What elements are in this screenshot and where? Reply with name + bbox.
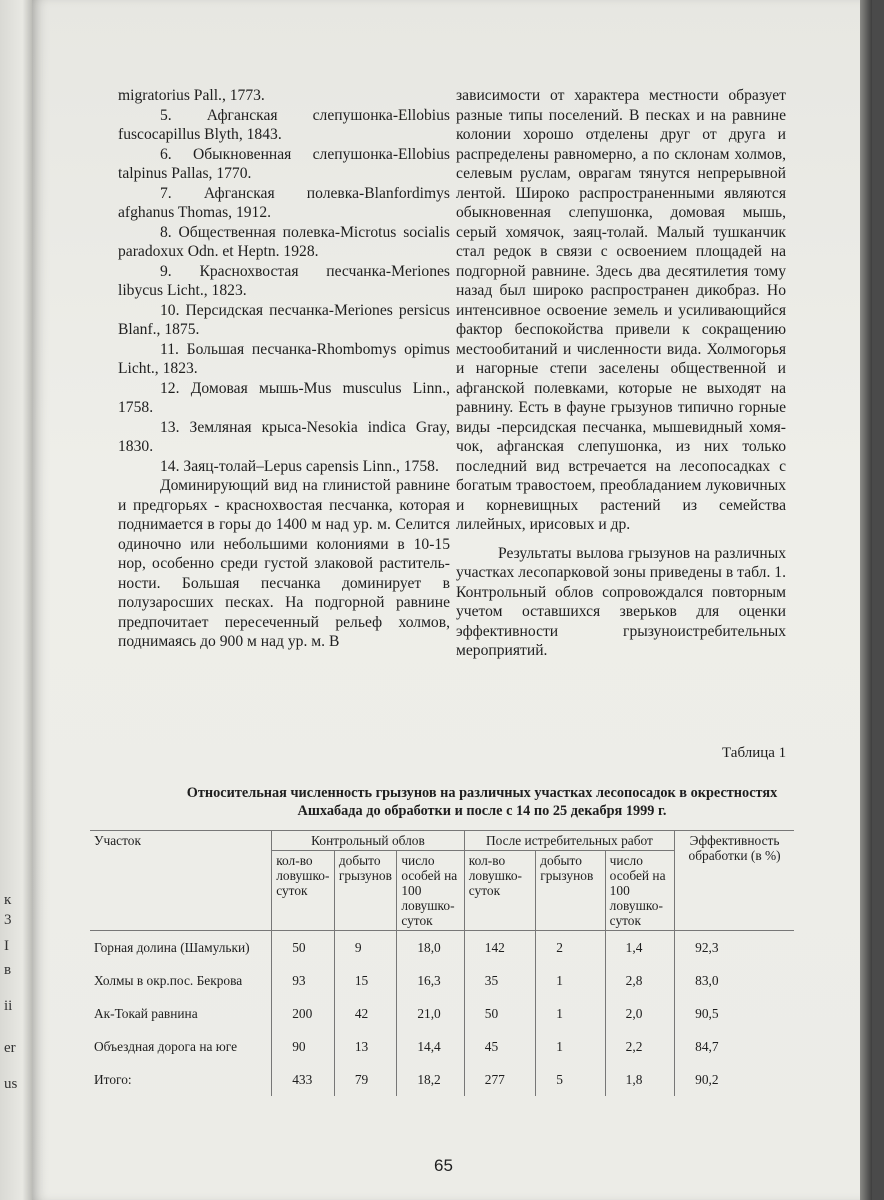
species-list-item: 11. Большая песчанка-Rhombomys opimus Licht., 1823. [118,340,450,377]
cell: 200 [272,997,335,1030]
species-list-item: 8. Общественная полевка-Microtus socialis paradoxux Odn. et Heptn. 1928. [118,223,450,260]
cell-site: Итого: [94,1072,132,1087]
rodent-table [90,830,794,1096]
header-sub: добыто грызунов [536,851,605,931]
cell: 2,2 [605,1030,674,1063]
table-row [90,997,794,1030]
cell: 15 [334,964,396,997]
cell: 90 [272,1030,335,1063]
cell: 13 [334,1030,396,1063]
cell: 90,2 [675,1063,794,1096]
table-number: Таблица 1 [722,745,787,761]
header-after: После истребительных работ [464,831,674,851]
species-list-item: 10. Персидская песчанка-Meriones persicus Blanf., 1875. [118,301,450,338]
header-sub: добыто грызунов [334,851,396,931]
paragraph: Результаты вылова грызунов на различных участках лесопарковой зоны приведены в табл. 1. Контрольный облов сопровождался повторным учетом оставшихся зверьков для оценки эффективности грызуноистребительных мероприятий. [456,544,786,659]
cell: 93 [272,964,335,997]
cell-site: Холмы в окр.пос. Бекрова [94,973,243,988]
cell: 92,3 [675,931,794,965]
header-control: Контрольный облов [272,831,465,851]
table-title: Относительная численность грызунов на различных участках лесопосадок в окрестностях Ашхабада до обработки и после с 14 по 25 декабря 1999 г. [186,785,778,819]
prev-page-fragment: 3 [4,912,12,928]
cell: 9 [334,931,396,965]
species-list-item: 13. Земляная крыса-Nesokia indica Gray, 1830. [118,418,450,455]
header-efficiency: Эффективность обработки (в %) [675,831,794,931]
cell: 1 [536,1030,605,1063]
cell: 83,0 [675,964,794,997]
cell: 2 [536,931,605,965]
cell: 1,4 [605,931,674,965]
page-shadow-edge [860,0,872,1200]
cell: 1 [536,997,605,1030]
species-list-item: 14. Заяц-толай–Lepus capensis Linn., 1758. [160,457,439,475]
cell: 50 [272,931,335,965]
species-list-item: 5. Афганская слепушонка-Ellobius fuscocapillus Blyth, 1843. [118,106,450,143]
cell: 84,7 [675,1030,794,1063]
table-row [90,931,794,965]
cell: 16,3 [397,964,464,997]
page-number: 65 [434,1156,453,1175]
table-row [90,964,794,997]
header-sub: кол-во ловушко-суток [464,851,535,931]
paragraph: migratorius Pall., 1773. [118,87,265,104]
cell: 18,0 [397,931,464,965]
cell: 277 [464,1063,535,1096]
cell: 79 [334,1063,396,1096]
species-list-item: 6. Обыкновенная слепушонка-Ellobius talpinus Pallas, 1770. [118,145,450,182]
cell: 45 [464,1030,535,1063]
table-row [90,1030,794,1063]
cell-site: Горная долина (Шамульки) [90,931,272,965]
cell: 90,5 [675,997,794,1030]
cell-site: Ак-Токай равнина [94,1006,198,1021]
species-list-item: 9. Краснохвостая песчанка-Meriones libycus Licht., 1823. [118,262,450,299]
header-sub: число особей на 100 ловушко-суток [605,851,674,931]
species-list-item: 7. Афганская полевка-Blanfordimys afghanus Thomas, 1912. [118,184,450,221]
cell-site: Объездная дорога на юге [94,1039,238,1054]
cell: 142 [464,931,535,965]
cell: 1,8 [605,1063,674,1096]
book-page [32,0,872,1200]
table-row-total [90,1063,794,1096]
paragraph: Доминирующий вид на глинистой равнине и предгорьях - краснохвостая песчанка, которая поднимается в горы до 1400 м над ур. м. Селится одиночно или небольшими колониями в 10-15 нор, особенно среди густой злаковой растительности. Большая песчанка доминирует в полузаросших песках. На подгорной равнине предпочитает пересеченный рельеф холмов, поднимаясь до 900 м над ур. м. В [118,477,450,650]
header-site: Участок [90,831,272,931]
cell: 5 [536,1063,605,1096]
species-list-item: 12. Домовая мышь-Mus musculus Linn., 1758. [118,379,450,416]
cell: 42 [334,997,396,1030]
right-text-column [456,86,786,661]
cell: 50 [464,997,535,1030]
prev-page-fragment: ii [4,998,13,1014]
cell: 433 [272,1063,335,1096]
paragraph: зависимости от характера местности образует разные типы поселений. В песках и на равнине колонии хорошо отделены друг от друга и распределены равномерно, а по склонам холмов, селевым руслам, оврагам тянутся непрерывной лентой. Широко распространенными являются обыкновенная слепушонка, домовая мышь, серый хомячок, заяц-толай. Малый тушканчик стал редок в связи с освоением площадей на подгорной равнине. Здесь два десятилетия тому назад был широко распространен дикобраз. Но интенсивное освоение земель и усиливающийся фактор беспокойства привели к сокращению местообитаний и численности вида. Холмогорья и нагорные степи заселены общественной и афганской полевками, которые не выходят на равнину. Есть в фауне грызунов типично горные виды -персидская песчанка, мышевидный хомячок, афганская слепушонка, из них только последний вид встречается на лесопосадках с богатым травостоем, преобладанием луковичных и корневищных растений из семейства лилейных, ирисовых и др. [456,87,786,533]
header-sub: число особей на 100 ловушко-суток [397,851,464,931]
cell: 35 [464,964,535,997]
header-sub: кол-во ловушко-суток [272,851,335,931]
cell: 2,8 [605,964,674,997]
previous-page-edge [0,0,32,1200]
prev-page-fragment: er [4,1040,16,1056]
cell: 1 [536,964,605,997]
cell: 21,0 [397,997,464,1030]
left-text-column [118,86,450,652]
cell: 14,4 [397,1030,464,1063]
cell: 2,0 [605,997,674,1030]
prev-page-fragment: в [4,962,12,978]
prev-page-fragment: us [4,1076,18,1092]
prev-page-fragment: I [4,938,9,954]
prev-page-fragment: к [4,892,12,908]
cell: 18,2 [397,1063,464,1096]
